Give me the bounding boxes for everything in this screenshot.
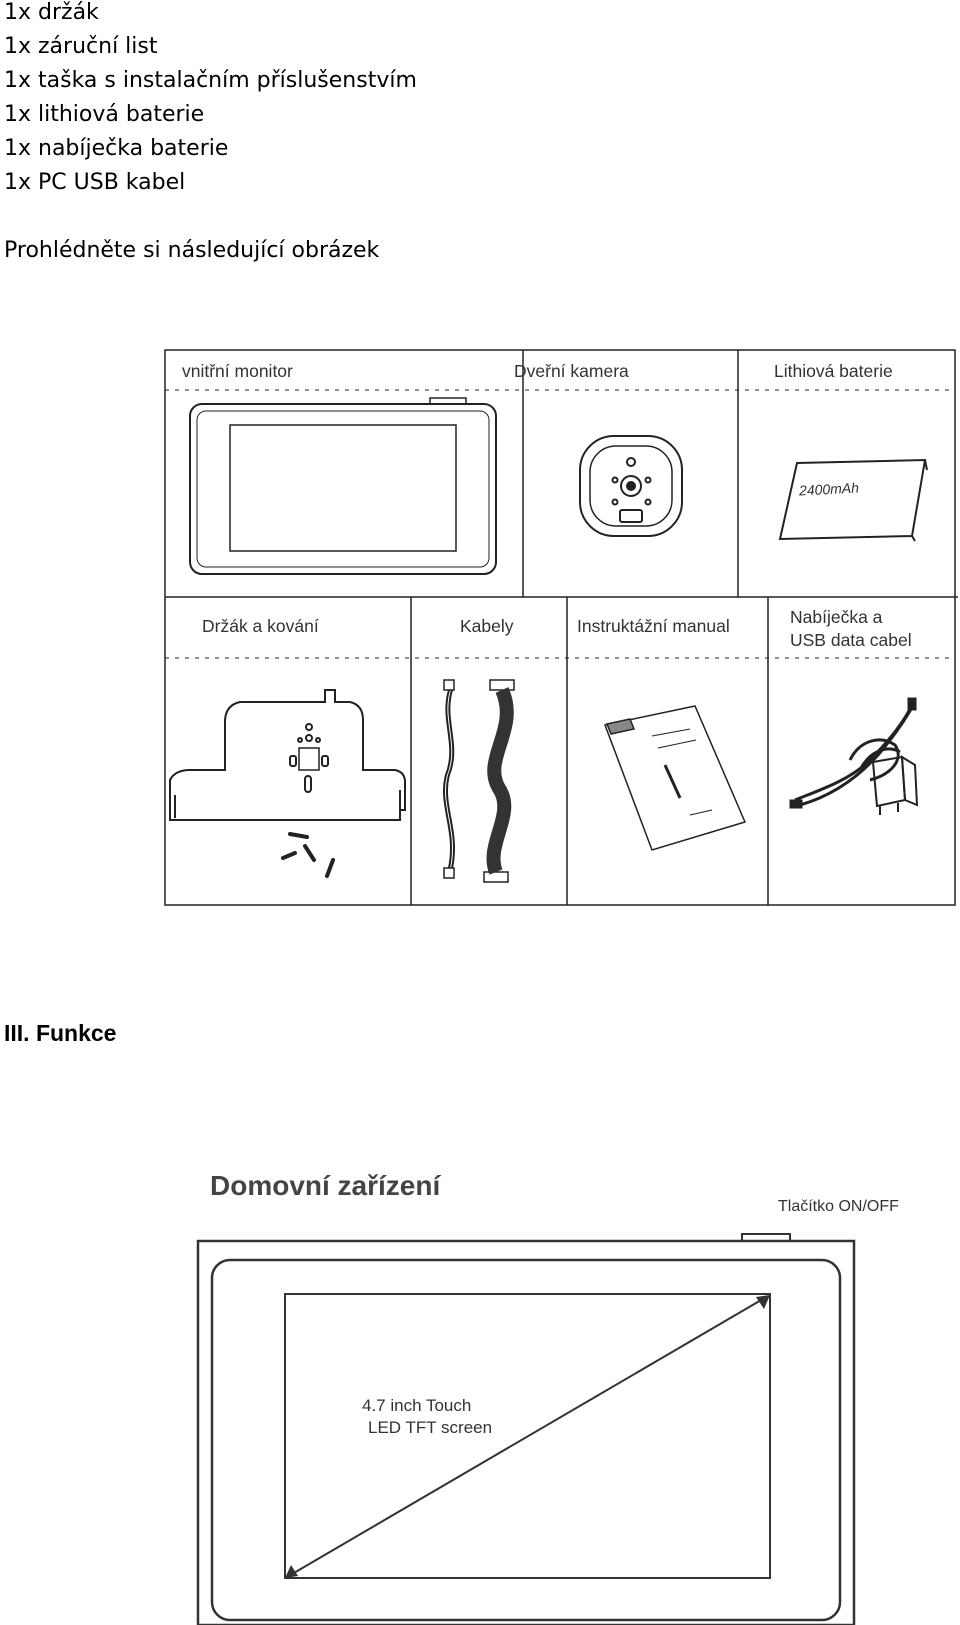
bracket-illustration xyxy=(170,690,405,876)
section-heading: III. Funkce xyxy=(4,1020,117,1046)
list-item: 1x nabíječka baterie xyxy=(4,136,229,161)
charger-illustration xyxy=(790,698,917,815)
door-camera-illustration xyxy=(580,436,682,536)
battery-capacity: 2400mAh xyxy=(798,479,860,499)
label-charger-line2: USB data cabel xyxy=(790,630,912,650)
device-diagram xyxy=(0,1170,960,1625)
list-item: 1x PC USB kabel xyxy=(4,170,186,195)
label-indoor-monitor: vnitřní monitor xyxy=(182,361,293,381)
battery-illustration xyxy=(780,460,927,541)
diagram-title: Domovní zařízení xyxy=(210,1170,441,1201)
list-item: 1x taška s instalačním příslušenstvím xyxy=(4,68,417,93)
device-outer-frame xyxy=(198,1241,854,1625)
screen-label-line2: LED TFT screen xyxy=(368,1418,493,1437)
power-button-label: Tlačítko ON/OFF xyxy=(778,1198,899,1215)
diagonal-arrow-line xyxy=(287,1296,768,1577)
cables-illustration xyxy=(444,680,514,882)
list-item: 1x záruční list xyxy=(4,34,158,59)
label-bracket: Držák a kování xyxy=(202,616,319,636)
manual-illustration xyxy=(605,706,745,850)
list-item: 1x lithiová baterie xyxy=(4,102,205,127)
list-item: 1x držák xyxy=(4,0,99,25)
label-cables: Kabely xyxy=(460,616,514,636)
label-battery: Lithiová baterie xyxy=(774,361,893,381)
intro-text: Prohlédněte si následující obrázek xyxy=(4,238,380,263)
monitor-illustration xyxy=(190,398,496,574)
label-charger-line1: Nabíječka a xyxy=(790,607,883,627)
screen-label-line1: 4.7 inch Touch xyxy=(362,1396,472,1415)
label-manual: Instruktážní manual xyxy=(577,616,730,636)
label-door-camera: Dveřní kamera xyxy=(514,361,629,381)
device-diagram-drawing xyxy=(0,1170,960,1625)
